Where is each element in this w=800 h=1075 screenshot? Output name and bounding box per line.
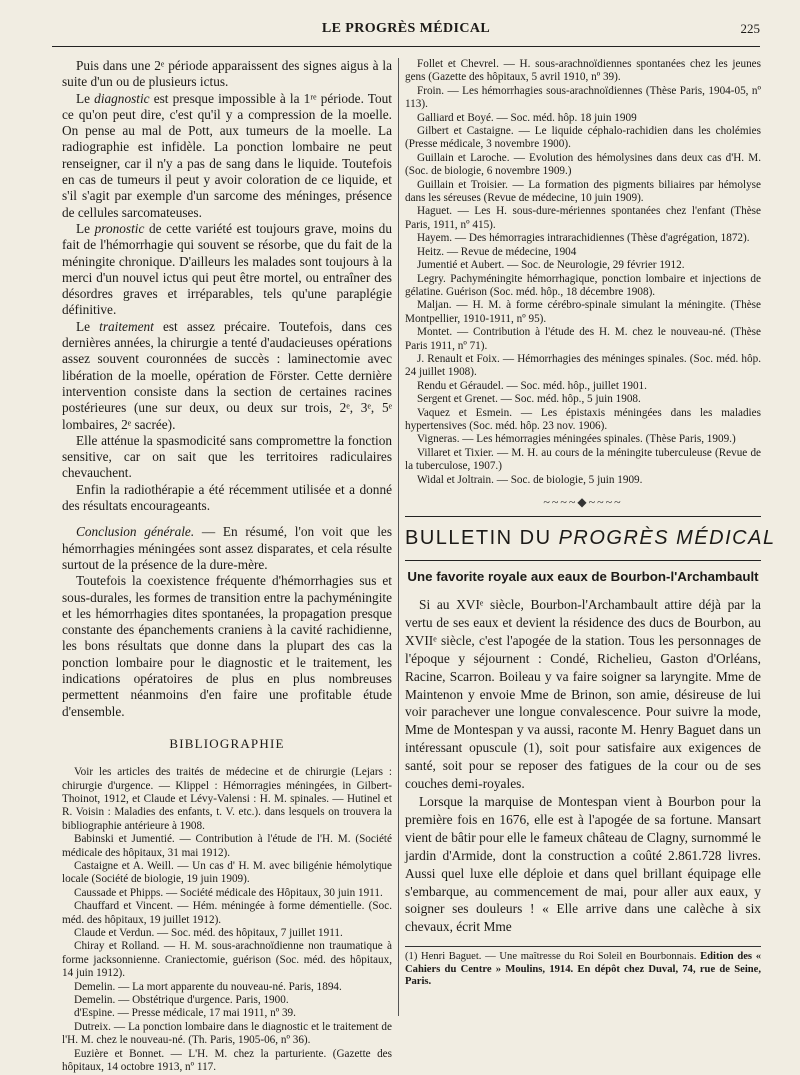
reference-item: Rendu et Géraudel. — Soc. méd. hôp., juillet 1901. [417, 379, 647, 392]
keyword-traitement: traitement [99, 318, 154, 334]
bulletin-heading-italic: PROGRÈS MÉDICAL [558, 527, 776, 549]
paragraph-coexistence: Toutefois la coexistence fréquente d'hémorrhagies sus et sous-durales, les formes de transition entre la pachyméningite et les hémorrhagies dites spontanées, la propagation presque constante des épanchements craniens à la cavité rachidienne, les bons résultats que donne dans la plupart des cas la ponction lombaire pour le diagnostic et le traitement, les indications opératoires de plus en plus nombreuses permettent néanmoins d'en faire une profitable étude d'ensemble. [62, 573, 392, 719]
footnote [405, 951, 761, 989]
text-run: Le [76, 318, 100, 334]
page-header [52, 20, 760, 47]
reference-item: Castaigne et A. Weill. — Un cas d' H. M. avec biligénie hémolytique locale (Société de biologie, 19 juin 1909). [62, 860, 392, 886]
paragraph-signs: Puis dans une 2ᵉ période apparaissent des signes aigus à la suite d'un ou de plusieurs ictus. [62, 58, 392, 90]
reference-item: Euzière et Bonnet. — L'H. M. chez la parturiente. (Gazette des hôpitaux, 14 octobre 1913, nº 117. [62, 1047, 392, 1074]
right-column [405, 58, 776, 1016]
reference-item: Heitz. — Revue de médecine, 1904 [417, 245, 577, 258]
section-rule [405, 516, 761, 517]
reference-item: Guillain et Laroche. — Evolution des hémolysines dans deux cas d'H. M. (Soc. de biologie, 6 novembre 1909.) [405, 151, 761, 178]
text-run: Le [76, 90, 95, 106]
bulletin-heading [405, 527, 776, 561]
text-run: de cette variété est toujours grave, moins du fait de l'hémorrhagie qui souvent se résorbe, que du fait de la méningite chronique. D'ailleurs les malades sont toujours à la merci d'un nouvel ictus qui peut être mortel, ou entraîner des désordres graves et irréparables, tels qu'une paraplégie définitive. [62, 220, 392, 318]
text-run: est presque impossible à la 1ʳᵉ période. Tout ce qu'on peut dire, c'est qu'il y a compression de la moelle. On pense au mal de Pott, aux tumeurs de la moelle. La radiographie est infidèle. La ponction lombaire ne peut renseigner, car il n'y a pas de sang dans le liquide. Toutefois en cas de tumeurs il peut y avoir coloration de ce liquide, et s'il s'agit par exemple d'un sarcome des méninges, présence de cellules sarcomateuses. [62, 90, 392, 220]
paragraph-diagnostic [62, 91, 392, 221]
reference-item: Voir les articles des traités de médecine et de chirurgie (Lejars : chirurgie d'urgence. — Klippel : Hémorragies méningées, in Gilbert-Thoinot, 1912, et Claude et Lévy-Valensi : H. M. spinales. — Hutinel et R. Voisin : Maladies des enfants, t. V. etc.). dans lesquels on trouvera la bibliographie antérieure à 1908. [62, 766, 392, 832]
reference-item: Widal et Joltrain. — Soc. de biologie, 5 juin 1909. [417, 473, 643, 486]
reference-item: J. Renault et Foix. — Hémorrhagies des méninges spinales. (Soc. méd. hôp. 24 juillet 1908). [405, 352, 761, 379]
column-divider [398, 58, 399, 1016]
footnote-rule [405, 946, 761, 947]
reference-item: Vaquez et Esmein. — Les épistaxis méningées dans les maladies hypertensives (Soc. méd. hôp. 23 nov. 1906). [405, 406, 761, 432]
bibliography-list-right [405, 58, 761, 487]
footnote-text: (1) Henri Baguet. — Une maîtresse du Roi Soleil en Bourbonnais. [405, 951, 701, 963]
article-paragraph: Si au XVIᵉ siècle, Bourbon-l'Archambault attire déjà par la vertu de ses eaux et devient la résidence des ducs de Bourbon, au XVIIᵉ siècle, c'est l'apogée de la station. Tous les personnages de l'époque y séjournent : Condé, Richelieu, Gaston d'Orléans, Racine, Scarron. Boileau y va faire soigner sa laryngite. Mme de Maintenon y envoie Mme de Brinon, son amie, désireuse de lui voir parachever une longue convalescence. Pour suivre la mode, Mme de Montespan y va aussi, raconte M. Henry Baguet dans un intéressant opuscule (1), soit pour satisfaire aux exigences de santé, soit pour se reposer des fatigues de la cour ou de ses couches demi-royales. [405, 597, 761, 792]
text-run: — En résumé, l'on voit que les hémorrhagies méningées sont assez disparates, et cela résulte surtout de la présence de la dure-mère. [62, 524, 392, 572]
reference-item: Jumentié et Aubert. — Soc. de Neurologie, 29 février 1912. [417, 259, 685, 272]
reference-item: Gilbert et Castaigne. — Le liquide céphalo-rachidien dans les cholémies (Presse médicale, 3 novembre 1900). [405, 125, 761, 151]
article-title: Une favorite royale aux eaux de Bourbon-l'Archambault [407, 569, 759, 584]
keyword-conclusion: Conclusion générale. [76, 524, 195, 540]
reference-item: Demelin. — La mort apparente du nouveau-né. Paris, 1894. [74, 980, 342, 993]
reference-item: Chiray et Rolland. — H. M. sous-arachnoïdienne non traumatique à forme jacksonnienne. Craniectomie, guérison (Soc. méd. des hôpitaux, 14 juin 1912). [62, 940, 392, 980]
paragraph-spasmodicite: Elle atténue la spasmodicité sans compromettre la fonction sensitive, car on sait que les territoires radiculaires chevauchent. [62, 432, 392, 481]
paragraph-pronostic [62, 221, 392, 319]
journal-title: LE PROGRÈS MÉDICAL [321, 21, 491, 36]
text-run: Le [76, 220, 95, 236]
article-paragraph: Lorsque la marquise de Montespan vient à Bourbon pour la première fois en 1676, elle est à l'apogée de sa fortune. Mansart vient de bâtir pour elle le fameux château de Clagny, surnommé le jardin d'Armide, dont la construction a coûté 2.861.728 livres. Aussi quel luxe elle déploie et dans quel brillant équipage elle s'embarque, au commencement de mai, pour aller aux eaux, y soigner ses douleurs ! « Elle arrive dans une calèche à six chevaux, écrit Mme [405, 793, 761, 935]
reference-item: Villaret et Tixier. — M. H. au cours de la méningite tuberculeuse (Revue de la tuberculose, 1907.) [405, 446, 761, 473]
keyword-diagnostic: diagnostic [94, 90, 150, 106]
article-body [405, 596, 761, 936]
reference-item: Claude et Verdun. — Soc. méd. des hôpitaux, 7 juillet 1911. [74, 927, 343, 940]
bibliography-list-left [62, 766, 392, 1074]
reference-item: Haguet. — Les H. sous-dure-mériennes spontanées chez l'enfant (Thèse Paris, 1911, nº 415). [405, 205, 761, 231]
reference-item: Maljan. — H. M. à forme cérébro-spinale simulant la méningite. (Thèse Montpellier, 1910-1911, nº 95). [405, 299, 761, 325]
decorative-ornament: ~~~~◆~~~~ [543, 495, 623, 509]
reference-item: Chauffard et Vincent. — Hém. méningée à forme démentielle. (Soc. méd. des hôpitaux, 19 juillet 1912). [62, 900, 392, 926]
text-run: est assez précaire. Toutefois, dans ces dernières années, la chirurgie a tenté d'audacieuses opérations assez souvent couronnées de succès : laminectomie avec libération de la moelle, opération de Förster. Cette dernière intervention consiste dans la section de certaines racines postérieures (une sur deux, ou deux sur trois, 2ᵉ, 3ᵉ, 5ᵉ lombaires, 2ᵉ sacrée). [62, 318, 392, 432]
reference-item: Caussade et Phipps. — Société médicale des Hôpitaux, 30 juin 1911. [74, 886, 383, 899]
paragraph-radiotherapie: Enfin la radiothérapie a été récemment utilisée et a donné des résultats encourageants. [62, 481, 392, 514]
reference-item: Legry. Pachyméningite hémorrhagique, ponction lombaire et injections de gélatine. Guérison (Soc. méd. hôp., 18 décembre 1908). [405, 272, 761, 298]
reference-item: Demelin. — Obstétrique d'urgence. Paris, 1900. [74, 994, 289, 1007]
reference-item: Montet. — Contribution à l'étude des H. M. chez le nouveau-né. (Thèse Paris 1911, nº 71). [405, 326, 761, 352]
reference-item: d'Espine. — Presse médicale, 17 mai 1911, nº 39. [74, 1007, 296, 1020]
reference-item: Vigneras. — Les hémorragies méningées spinales. (Thèse Paris, 1909.) [417, 433, 736, 446]
reference-item: Follet et Chevrel. — H. sous-arachnoïdiennes spontanées chez les jeunes gens (Gazette des hôpitaux, 5 avril 1910, nº 39). [405, 58, 761, 84]
reference-item: Froin. — Les hémorrhagies sous-arachnoïdiennes (Thèse Paris, 1904-05, nº 113). [405, 84, 761, 111]
paragraph-conclusion [62, 524, 392, 573]
paragraph-traitement [62, 319, 392, 433]
reference-item: Babinski et Jumentié. — Contribution à l'étude de l'H. M. (Société médicale des hôpitaux, 31 mai 1912). [62, 833, 392, 859]
page-number: 225 [740, 21, 760, 36]
reference-item: Dutreix. — La ponction lombaire dans le diagnostic et le traitement de l'H. M. chez le nouveau-né. (Th. Paris, 1905-06, nº 36). [62, 1020, 392, 1047]
reference-item: Guillain et Troisier. — La formation des pigments biliaires par hémolyse dans les séreuses (Revue de médecine, 10 juin 1909). [405, 178, 761, 205]
keyword-pronostic: pronostic [94, 220, 145, 236]
footnote-publisher: Edition des « Cahiers du Centre » Moulins, 1914. En dépôt chez Duval, 74, rue de Seine, Paris. [405, 951, 761, 988]
reference-item: Hayem. — Des hémorragies intrarachidiennes (Thèse d'agrégation, 1872). [417, 232, 750, 245]
bulletin-heading-text: BULLETIN DU [405, 527, 559, 549]
reference-item: Galliard et Boyé. — Soc. méd. hôp. 18 juin 1909 [417, 111, 637, 124]
bibliography-heading: BIBLIOGRAPHIE [169, 735, 285, 751]
left-column [62, 58, 392, 1074]
reference-item: Sergent et Grenet. — Soc. méd. hôp., 5 juin 1908. [417, 393, 641, 406]
